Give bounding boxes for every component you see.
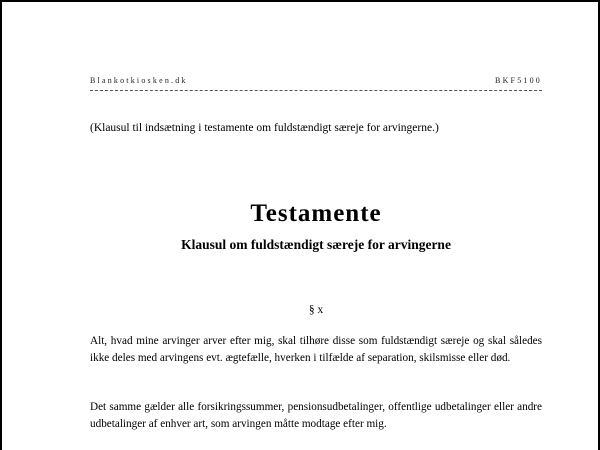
header-form-code: BKF5100 xyxy=(495,76,542,85)
header-site-name: Blankotkiosken.dk xyxy=(90,76,188,85)
page-header xyxy=(90,76,542,88)
document-title: Testamente xyxy=(250,200,382,227)
intro-note: (Klausul til indsætning i testamente om fuldstændigt særeje for arvingerne.) xyxy=(90,122,439,134)
clause-paragraph: Alt, hvad mine arvinger arver efter mig, skal tilhøre disse som fuldstændigt særeje og skal således ikke deles med arvingens evt. ægtefælle, hverken i tilfælde af separation, skilsmisse eller død. xyxy=(90,335,542,364)
header-divider xyxy=(90,90,542,91)
section-number: § x xyxy=(308,304,324,316)
clause-paragraph: Det samme gælder alle forsikringssummer, pensionsudbetalinger, offentlige udbetalinger eller andre udbetalinger af enhver art, som arvingen måtte modtage efter mig. xyxy=(90,401,542,430)
document-subtitle: Klausul om fuldstændigt særeje for arvingerne xyxy=(181,237,451,252)
